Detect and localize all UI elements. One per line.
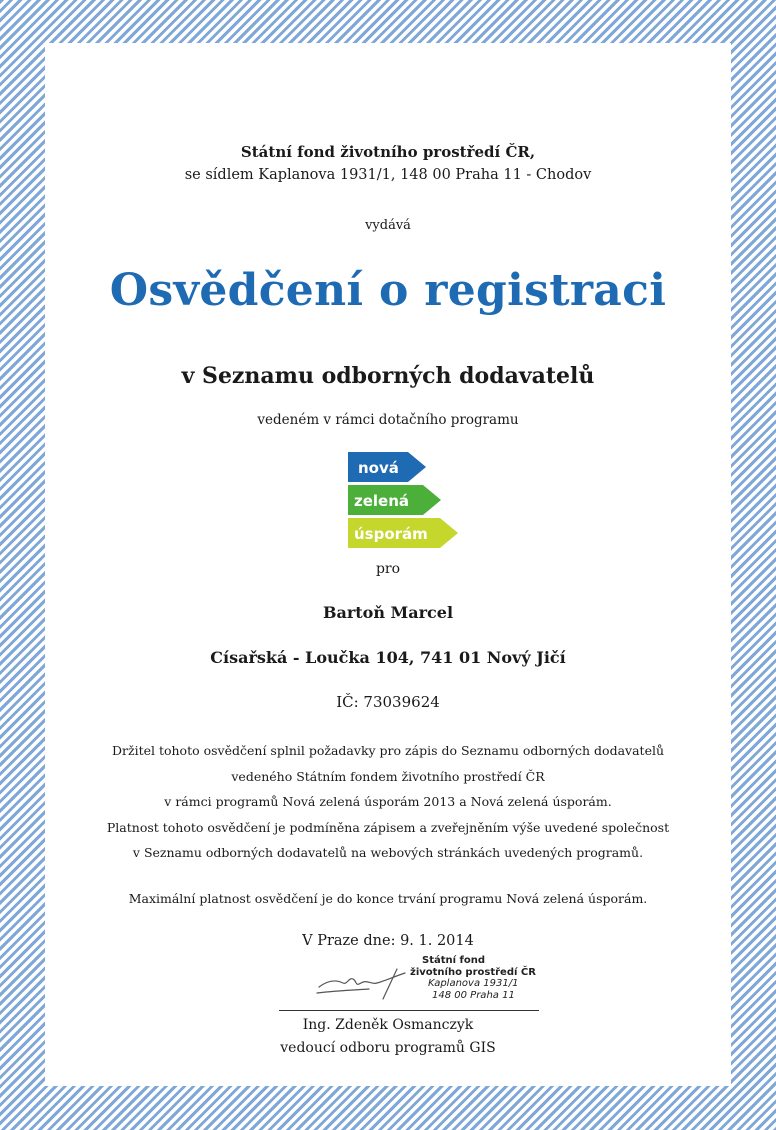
stamp-line: životního prostředí ČR (410, 966, 536, 978)
holder-name: Bartoň Marcel (322, 603, 454, 622)
statement-paragraph (45, 738, 731, 866)
logo-text-nova: nová (358, 459, 399, 477)
program-intro: vedeném v rámci dotačního programu (257, 412, 519, 428)
issuer-name: Státní fond životního prostředí ČR, (240, 143, 536, 161)
program-logo (348, 452, 460, 550)
official-stamp (410, 955, 550, 1001)
validity-statement: Maximální platnost osvědčení je do konce trvání programu Nová zelená úsporám. (128, 891, 648, 906)
statement-line: v rámci programů Nová zelená úsporám 2013 a Nová zelená úsporám. (164, 794, 612, 809)
handwritten-signature (313, 963, 413, 1003)
issues-label: vydává (365, 218, 411, 233)
certificate-title: Osvědčení o registraci (109, 265, 667, 316)
issue-date: V Praze dne: 9. 1. 2014 (302, 933, 474, 949)
logo-text-usporam: úsporám (354, 525, 428, 543)
logo-text-zelena: zelená (354, 492, 410, 510)
stamp-line: 148 00 Praha 11 (432, 989, 515, 1001)
certificate-sheet (45, 43, 731, 1086)
signature-line (279, 1010, 539, 1011)
statement-line: Platnost tohoto osvědčení je podmíněna zápisem a zveřejněním výše uvedené společnost (106, 819, 670, 835)
holder-ic: IČ: 73039624 (336, 693, 440, 711)
issuer-address: se sídlem Kaplanova 1931/1, 148 00 Praha 11 - Chodov (184, 167, 592, 183)
statement-line: Držitel tohoto osvědčení splnil požadavky pro zápis do Seznamu odborných dodavatelů (111, 743, 665, 758)
stamp-line: Kaplanova 1931/1 (428, 978, 519, 989)
stamp-line: Státní fond (422, 955, 486, 966)
signer-name: Ing. Zdeněk Osmanczyk (302, 1017, 474, 1033)
holder-address: Císařská - Loučka 104, 741 01 Nový Jičí (210, 648, 566, 667)
statement-line: v Seznamu odborných dodavatelů na webových stránkách uvedených programů. (132, 845, 644, 860)
certificate-subtitle: v Seznamu odborných dodavatelů (181, 363, 595, 389)
signer-role: vedoucí odboru programů GIS (280, 1040, 496, 1056)
pro-label: pro (375, 561, 401, 577)
statement-line: vedeného Státním fondem životního prostředí ČR (231, 768, 545, 784)
